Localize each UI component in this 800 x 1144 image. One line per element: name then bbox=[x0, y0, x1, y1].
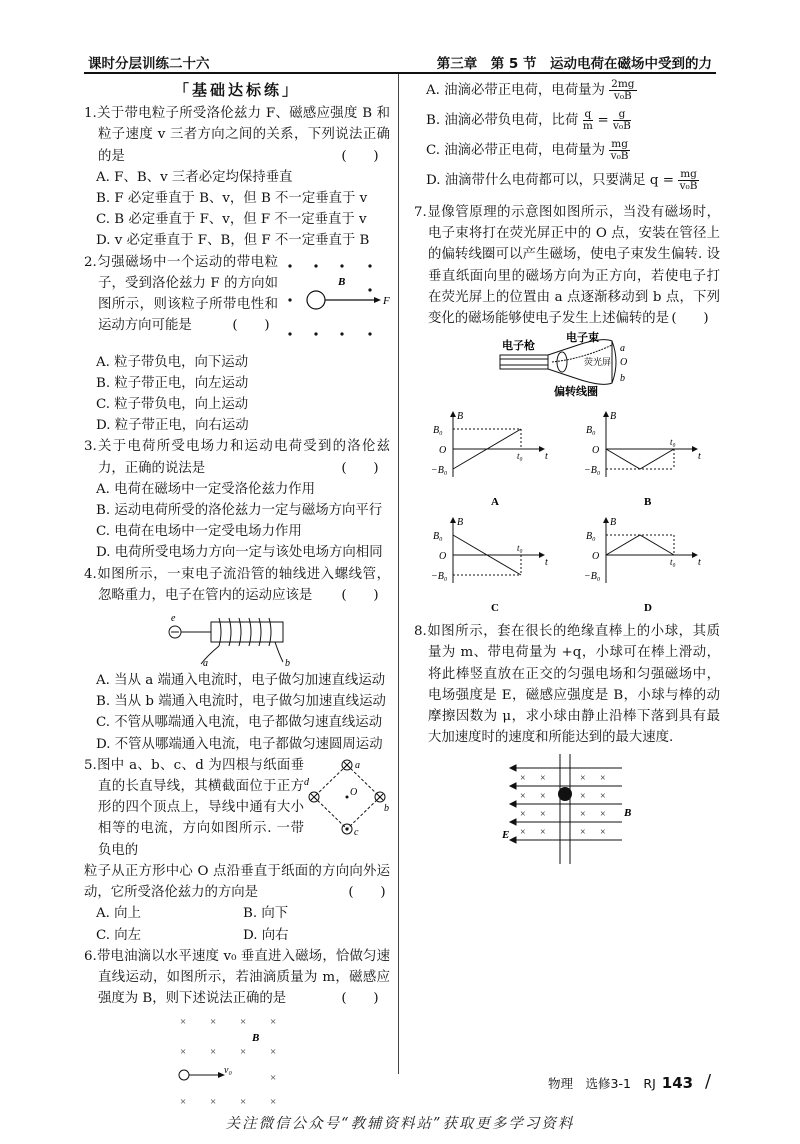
footer-slash: / bbox=[705, 1071, 712, 1092]
q1-option-b: B. F 必定垂直于 B、v，但 B 不一定垂直于 v bbox=[96, 191, 368, 207]
question-6 bbox=[84, 946, 390, 1112]
svg-text:−B₀: −B₀ bbox=[583, 465, 600, 477]
q5-fig-b: b bbox=[384, 802, 389, 814]
svg-text:×: × bbox=[270, 1016, 277, 1029]
svg-text:t₀: t₀ bbox=[669, 557, 676, 568]
q1-option-a: A. F、B、v 三者必定均保持垂直 bbox=[96, 169, 293, 185]
q4-option-a: A. 当从 a 端通入电流时，电子做匀加速直线运动 bbox=[96, 673, 386, 689]
svg-text:t₀: t₀ bbox=[516, 451, 523, 462]
svg-text:×: × bbox=[180, 1096, 187, 1109]
right-column bbox=[414, 76, 720, 866]
svg-text:B: B bbox=[609, 411, 616, 423]
svg-text:×: × bbox=[540, 827, 546, 839]
q2-figure bbox=[278, 252, 390, 352]
svg-text:×: × bbox=[240, 1016, 247, 1029]
q4-fig-e-label: e bbox=[171, 613, 176, 625]
q7-label-coil: 偏转线圈 bbox=[554, 386, 598, 399]
q7-graph-c bbox=[431, 515, 551, 615]
q6-fig-v-label: v₀ bbox=[224, 1065, 232, 1077]
svg-text:×: × bbox=[270, 1046, 277, 1059]
q7-label-beam: 电子束 bbox=[566, 332, 599, 345]
svg-text:D: D bbox=[643, 602, 652, 615]
svg-text:×: × bbox=[240, 1096, 247, 1109]
svg-text:×: × bbox=[270, 1096, 277, 1109]
column-divider bbox=[398, 74, 399, 1074]
svg-text:×: × bbox=[600, 773, 606, 785]
svg-text:t₀: t₀ bbox=[669, 437, 676, 448]
header-left: 课时分层训练二十六 bbox=[88, 56, 210, 72]
q5-option-c: C. 向左 bbox=[96, 927, 142, 943]
svg-text:B: B bbox=[456, 411, 463, 423]
q4-stem: 4.如图所示，一束电子流沿管的轴线进入螺线管，忽略重力，电子在管内的运动应该是 bbox=[84, 566, 390, 603]
svg-text:B: B bbox=[643, 496, 651, 509]
svg-text:×: × bbox=[240, 1046, 247, 1059]
q3-answer-blank: ( ) bbox=[341, 460, 379, 476]
question-3 bbox=[84, 436, 390, 563]
q4-option-d: D. 不管从哪端通入电流，电子都做匀速圆周运动 bbox=[96, 736, 383, 752]
q5-figure bbox=[304, 755, 390, 839]
q2-option-d: D. 粒子带正电，向右运动 bbox=[96, 418, 249, 434]
q1-option-d: D. v 必定垂直于 F、B，但 F 不一定垂直于 B bbox=[96, 233, 370, 249]
svg-text:O: O bbox=[591, 551, 599, 563]
svg-text:×: × bbox=[270, 1072, 277, 1085]
svg-text:B₀: B₀ bbox=[432, 425, 443, 437]
q4-solenoid-figure bbox=[167, 608, 307, 668]
svg-text:t: t bbox=[544, 557, 548, 569]
q4-option-b: B. 当从 b 端通入电流时，电子做匀加速直线运动 bbox=[96, 694, 386, 710]
q7-label-a: a bbox=[620, 343, 625, 355]
q2-option-c: C. 粒子带负电，向上运动 bbox=[96, 397, 249, 413]
q5-stem-a: 5.图中 a、b、c、d 为四根与纸面垂直的长直导线，其横截面位于正方形的四个顶点上，导线中通有大小相等的电流，方向如图所示. 一带负电的 bbox=[84, 757, 304, 858]
svg-text:×: × bbox=[210, 1016, 217, 1029]
q6-answer-blank: ( ) bbox=[341, 991, 379, 1007]
svg-text:−B₀: −B₀ bbox=[583, 571, 600, 583]
section-title: 「基础达标练」 bbox=[173, 81, 300, 99]
svg-text:×: × bbox=[210, 1046, 217, 1059]
q5-option-b: B. 向下 bbox=[243, 906, 289, 922]
svg-text:t: t bbox=[544, 451, 548, 463]
q6-stem: 6.带电油滴以水平速度 v₀ 垂直进入磁场，恰做匀速直线运动，如图所示，若油滴质量为 m，磁感应强度为 B，则下述说法正确的是 bbox=[84, 948, 390, 1007]
svg-text:O: O bbox=[591, 445, 599, 457]
q7-crt-figure bbox=[492, 331, 642, 399]
header-right: 第三章 第 5 节 运动电荷在磁场中受到的力 bbox=[436, 56, 712, 72]
q2-fig-b-label: B bbox=[338, 275, 346, 288]
svg-text:−B₀: −B₀ bbox=[430, 465, 447, 477]
q6-option-d: D. 油滴带什么电荷都可以，只要满足 q = $\frac{mg}{\text{v₀B}}$ bbox=[426, 168, 698, 192]
footer-book-info: 物理 选修3-1 RJ 143 bbox=[548, 1074, 694, 1092]
svg-text:B: B bbox=[609, 517, 616, 529]
svg-text:×: × bbox=[580, 809, 586, 821]
svg-text:×: × bbox=[600, 827, 606, 839]
question-8 bbox=[414, 621, 720, 864]
svg-text:B₀: B₀ bbox=[585, 531, 596, 543]
svg-text:×: × bbox=[540, 791, 546, 803]
q2-stem: 2.匀强磁场中一个运动的带电粒子，受到洛伦兹力 F 的方向如图所示，则该粒子所带电性和运动方向可能是 bbox=[84, 254, 278, 334]
q5-fig-d: d bbox=[304, 776, 309, 788]
q8-figure bbox=[502, 754, 632, 864]
svg-text:×: × bbox=[180, 1016, 187, 1029]
question-4 bbox=[84, 564, 390, 755]
q1-stem: 1.关于带电粒子所受洛伦兹力 F、磁感应强度 B 和粒子速度 v 三者方向之间的关系，下列说法正确的是 bbox=[84, 106, 390, 164]
svg-text:A: A bbox=[490, 496, 499, 509]
q3-option-d: D. 电荷所受电场力方向一定与该处电场方向相同 bbox=[96, 545, 383, 561]
q2-fig-f-label: F bbox=[383, 294, 390, 307]
svg-text:×: × bbox=[600, 809, 606, 821]
svg-text:×: × bbox=[520, 827, 526, 839]
q6-figure bbox=[172, 1011, 302, 1111]
svg-text:t₀: t₀ bbox=[516, 543, 523, 554]
question-2 bbox=[84, 252, 390, 437]
q4-answer-blank: ( ) bbox=[341, 587, 379, 603]
svg-text:×: × bbox=[540, 773, 546, 785]
svg-text:O: O bbox=[438, 551, 446, 563]
q4-option-c: C. 不管从哪端通入电流，电子都做匀速直线运动 bbox=[96, 715, 383, 731]
q8-fig-e-label: E bbox=[502, 829, 510, 842]
svg-text:C: C bbox=[490, 602, 499, 615]
q7-stem: 7.显像管原理的示意图如图所示，当没有磁场时，电子束将打在荧光屏正中的 O 点，安装在管径上的偏转线圈可以产生磁场，使电子束发生偏转. 设垂直纸面向里的磁场方向为正方向，若使电子打在荧光屏上的位置由 a 点逐渐移动到 b 点，下列变化的磁场能够使电子发生上述偏转的是 bbox=[414, 205, 720, 327]
q2-answer-blank: ( ) bbox=[232, 318, 270, 334]
q5-fig-c: c bbox=[354, 826, 359, 838]
q5-fig-a: a bbox=[355, 759, 360, 771]
q7-answer-blank: ( ) bbox=[671, 311, 709, 327]
q6-fig-b-label: B bbox=[252, 1032, 260, 1045]
question-5 bbox=[84, 755, 390, 946]
svg-text:×: × bbox=[580, 773, 586, 785]
q5-stem-b: 粒子从正方形中心 O 点沿垂直于纸面的方向向外运动，它所受洛伦兹力的方向是 bbox=[84, 863, 390, 901]
q3-option-a: A. 电荷在磁场中一定受洛伦兹力作用 bbox=[96, 481, 316, 497]
question-7 bbox=[414, 202, 720, 615]
q8-stem: 8.如图所示，套在很长的绝缘直棒上的小球，其质量为 m、带电荷量为 +q，小球可在棒上滑动，将此棒竖直放在正交的匀强电场和匀强磁场中，电场强度是 E，磁感应强度是 B，小球与棒的动摩擦因数为 μ，求小球由静止沿棒下落到具有最大加速度时的速度和所能达到的最大速度. bbox=[414, 624, 720, 746]
q3-option-b: B. 运动电荷所受的洛伦兹力一定与磁场方向平行 bbox=[96, 503, 383, 519]
q7-label-screen: 荧光屏 bbox=[584, 357, 612, 368]
svg-text:O: O bbox=[438, 445, 446, 457]
q3-option-c: C. 电荷在电场中一定受电场力作用 bbox=[96, 524, 302, 540]
q4-fig-b-label: b bbox=[285, 658, 290, 669]
q5-option-a: A. 向上 bbox=[96, 906, 141, 922]
q5-answer-blank: ( ) bbox=[348, 885, 386, 901]
q4-fig-a-label: a bbox=[203, 658, 208, 669]
svg-text:×: × bbox=[210, 1096, 217, 1109]
svg-text:t: t bbox=[697, 451, 701, 463]
q7-graph-b bbox=[584, 409, 704, 509]
svg-text:×: × bbox=[580, 827, 586, 839]
q6-option-a: A. 油滴必带正电荷，电荷量为 $\frac{2mg}{\text{v₀B}}$ bbox=[426, 78, 635, 102]
svg-text:B: B bbox=[456, 517, 463, 529]
footer-promo: 关注微信公众号“教辅资料站”获取更多学习资料 bbox=[225, 1116, 575, 1132]
svg-text:×: × bbox=[520, 809, 526, 821]
q8-fig-b-label: B bbox=[624, 807, 632, 820]
q7-graph-a bbox=[431, 409, 551, 509]
question-1 bbox=[84, 103, 390, 251]
q7-label-b: b bbox=[620, 373, 625, 385]
q7-graph-d bbox=[584, 515, 704, 615]
q7-label-gun: 电子枪 bbox=[502, 340, 535, 353]
left-column bbox=[84, 76, 390, 1113]
svg-text:B₀: B₀ bbox=[585, 425, 596, 437]
q1-answer-blank: ( ) bbox=[341, 148, 379, 164]
svg-text:×: × bbox=[180, 1046, 187, 1059]
svg-text:−B₀: −B₀ bbox=[430, 571, 447, 583]
svg-text:×: × bbox=[520, 791, 526, 803]
q6-option-b: B. 油滴必带负电荷，比荷 $\frac{q}{m}$ = $\frac{g}{\text{v₀B}}$ bbox=[426, 108, 631, 132]
header-rule bbox=[84, 72, 716, 74]
q1-option-c: C. B 必定垂直于 F、v，但 F 不一定垂直于 v bbox=[96, 212, 367, 228]
svg-text:×: × bbox=[520, 773, 526, 785]
q2-option-a: A. 粒子带负电，向下运动 bbox=[96, 354, 249, 370]
svg-text:×: × bbox=[580, 791, 586, 803]
q7-label-o: O bbox=[620, 357, 628, 369]
svg-text:×: × bbox=[540, 809, 546, 821]
q3-stem: 3.关于电荷所受电场力和运动电荷受到的洛伦兹力，正确的说法是 bbox=[84, 439, 390, 476]
q5-fig-o: O bbox=[350, 786, 358, 798]
q2-option-b: B. 粒子带正电，向左运动 bbox=[96, 375, 249, 391]
page-number: 143 bbox=[661, 1074, 694, 1092]
q5-option-d: D. 向右 bbox=[243, 927, 289, 943]
svg-text:×: × bbox=[600, 791, 606, 803]
q6-option-c: C. 油滴必带正电荷，电荷量为 $\frac{mg}{\text{v₀B}}$ bbox=[426, 138, 629, 162]
svg-text:t: t bbox=[697, 557, 701, 569]
svg-text:B₀: B₀ bbox=[432, 531, 443, 543]
